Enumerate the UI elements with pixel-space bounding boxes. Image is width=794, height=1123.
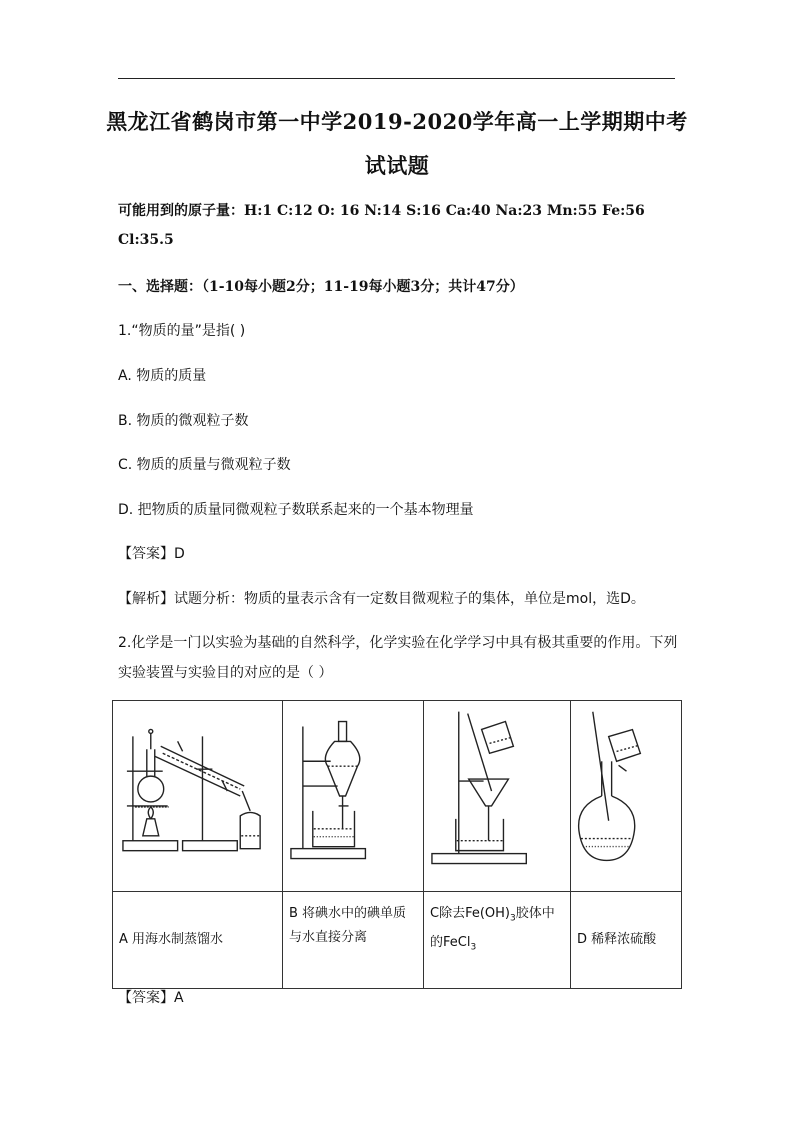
caption-c-line2-prefix: 的FeCl	[430, 934, 471, 950]
q1-analysis: 【解析】试题分析：物质的量表示含有一定数目微观粒子的集体，单位是mol，选D。	[118, 591, 645, 607]
caption-a	[113, 892, 283, 989]
caption-b-line1: B 将碘水中的碘单质	[289, 906, 407, 921]
apparatus-cell-d	[571, 701, 682, 892]
caption-b	[283, 892, 424, 989]
caption-b-line2: 与水直接分离	[289, 930, 368, 945]
page-title-line2: 试试题	[364, 153, 430, 178]
caption-d	[571, 892, 682, 989]
caption-c-sub2: 3	[470, 942, 477, 953]
q1-stem: 1.“物质的量”是指( )	[118, 323, 246, 339]
section-heading: 一、选择题：（1-10每小题2分；11-19每小题3分；共计47分）	[118, 279, 524, 295]
caption-c-line2	[430, 931, 564, 960]
caption-c	[424, 892, 571, 989]
page-title-line1: 黑龙江省鹤岗市第一中学2019-2020学年高一上学期期中考	[106, 109, 688, 134]
separatory-funnel-image	[283, 701, 423, 891]
q1-option-a: A. 物质的质量	[118, 368, 207, 384]
distillation-apparatus-image	[113, 701, 282, 891]
apparatus-cell-b	[283, 701, 424, 892]
q1-option-d: D. 把物质的质量同微观粒子数联系起来的一个基本物理量	[118, 502, 474, 518]
q1-option-b: B. 物质的微观粒子数	[118, 413, 249, 429]
caption-d-text: D 稀释浓硫酸	[577, 932, 657, 947]
q2-answer: 【答案】A	[118, 990, 184, 1006]
apparatus-cell-c	[424, 701, 571, 892]
atomic-mass-line1: 可能用到的原子量：H:1 C:12 O: 16 N:14 S:16 Ca:40 Na:23 Mn:55 Fe:56	[118, 203, 645, 219]
apparatus-table	[112, 700, 682, 989]
atomic-mass-line2: Cl:35.5	[118, 232, 174, 248]
apparatus-cell-a	[113, 701, 283, 892]
caption-c-sub1: 3	[510, 913, 516, 924]
dilution-apparatus-image	[571, 701, 681, 891]
caption-a-text: A 用海水制蒸馏水	[119, 932, 224, 947]
header-rule	[118, 78, 675, 79]
filtration-apparatus-image	[424, 701, 570, 891]
caption-c-prefix: C除去Fe(OH)	[430, 906, 510, 921]
q2-stem-line1: 2.化学是一门以实验为基础的自然科学，化学实验在化学学习中具有极其重要的作用。下列	[118, 635, 678, 651]
caption-c-line1	[430, 902, 564, 931]
q1-answer: 【答案】D	[118, 546, 185, 562]
q1-option-c: C. 物质的质量与微观粒子数	[118, 457, 291, 473]
q2-stem-line2: 实验装置与实验目的对应的是（ ）	[118, 665, 333, 681]
caption-c-suffix: 胶体中	[515, 906, 555, 921]
